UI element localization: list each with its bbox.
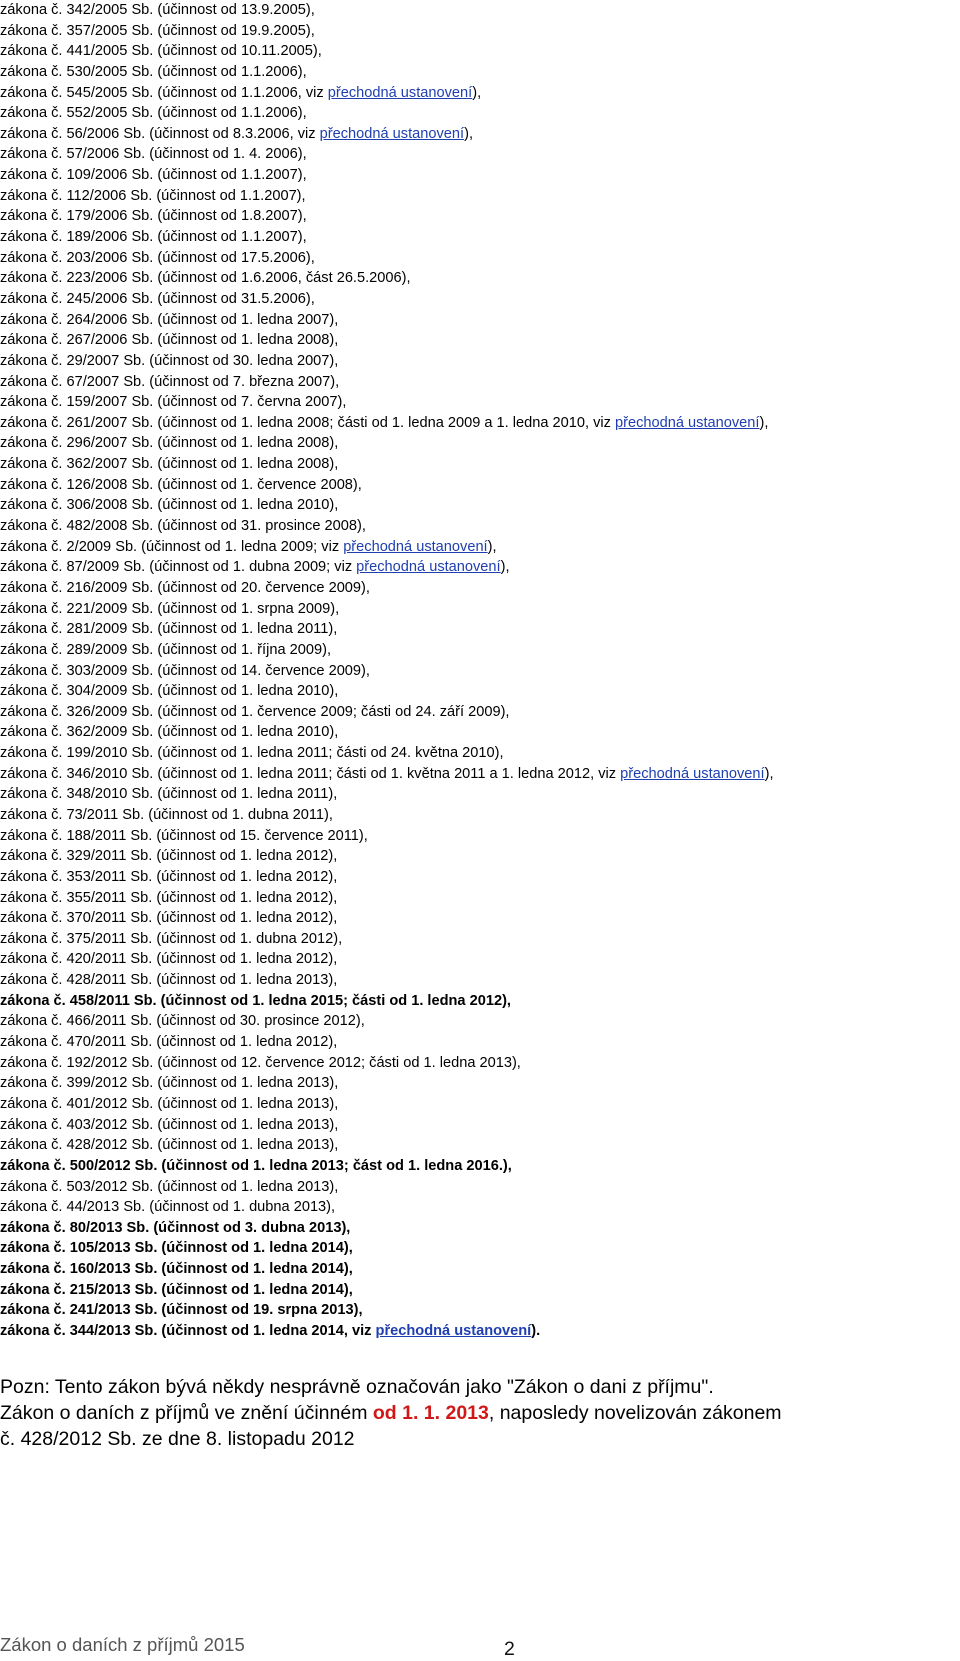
amendment-item bbox=[0, 1053, 774, 1074]
note-line-2-end: , naposledy novelizován zákonem bbox=[488, 1402, 782, 1424]
amendment-text: zákona č. 304/2009 Sb. (účinnost od 1. ledna 2010), bbox=[0, 683, 339, 700]
amendment-text: zákona č. 2/2009 Sb. (účinnost od 1. ledna 2009; viz bbox=[0, 538, 344, 555]
amendment-item bbox=[0, 599, 774, 620]
amendment-text: zákona č. 375/2011 Sb. (účinnost od 1. dubna 2012), bbox=[0, 930, 343, 947]
amendment-text: zákona č. 428/2011 Sb. (účinnost od 1. ledna 2013), bbox=[0, 972, 338, 989]
amendment-text: zákona č. 223/2006 Sb. (účinnost od 1.6.2006, část 26.5.2006), bbox=[0, 270, 411, 287]
amendment-item bbox=[0, 413, 774, 434]
amendment-text: zákona č. 215/2013 Sb. (účinnost od 1. ledna 2014), bbox=[0, 1281, 353, 1298]
note-block bbox=[0, 1374, 960, 1452]
transitional-provisions-link[interactable]: přechodná ustanovení bbox=[356, 559, 501, 576]
amendment-item bbox=[0, 475, 774, 496]
amendment-text: zákona č. 552/2005 Sb. (účinnost od 1.1.2006), bbox=[0, 105, 307, 122]
amendment-text: zákona č. 216/2009 Sb. (účinnost od 20. července 2009), bbox=[0, 579, 370, 596]
amendment-text: zákona č. 470/2011 Sb. (účinnost od 1. ledna 2012), bbox=[0, 1034, 338, 1051]
amendment-text: zákona č. 87/2009 Sb. (účinnost od 1. dubna 2009; viz bbox=[0, 559, 357, 576]
amendment-text: zákona č. 203/2006 Sb. (účinnost od 17.5.2006), bbox=[0, 249, 315, 266]
amendment-item bbox=[0, 1197, 774, 1218]
amendment-text: zákona č. 401/2012 Sb. (účinnost od 1. ledna 2013), bbox=[0, 1095, 339, 1112]
note-line-2 bbox=[0, 1400, 960, 1426]
amendment-text: zákona č. 530/2005 Sb. (účinnost od 1.1.2006), bbox=[0, 63, 307, 80]
effective-date-highlight: od 1. 1. 2013 bbox=[372, 1402, 489, 1424]
amendment-item bbox=[0, 392, 774, 413]
footer-title: Zákon o daních z příjmů 2015 bbox=[0, 1634, 245, 1655]
amendment-item bbox=[0, 1321, 774, 1342]
transitional-provisions-link[interactable]: přechodná ustanovení bbox=[319, 125, 465, 142]
amendment-text: zákona č. 362/2007 Sb. (účinnost od 1. ledna 2008), bbox=[0, 456, 339, 473]
amendment-text: zákona č. 44/2013 Sb. (účinnost od 1. dubna 2013), bbox=[0, 1199, 336, 1216]
amendment-text-end: ), bbox=[472, 84, 482, 101]
amendment-item bbox=[0, 62, 774, 83]
amendment-text: zákona č. 403/2012 Sb. (účinnost od 1. ledna 2013), bbox=[0, 1116, 339, 1133]
amendment-text: zákona č. 346/2010 Sb. (účinnost od 1. ledna 2011; části od 1. května 2011 a 1. ledna 2012, viz bbox=[0, 765, 621, 782]
amendment-item bbox=[0, 227, 774, 248]
amendment-text-end: ), bbox=[764, 765, 774, 782]
amendment-item bbox=[0, 784, 774, 805]
transitional-provisions-link[interactable]: přechodná ustanovení bbox=[620, 765, 765, 782]
amendment-text: zákona č. 348/2010 Sb. (účinnost od 1. ledna 2011), bbox=[0, 786, 338, 803]
amendment-item bbox=[0, 83, 774, 104]
amendment-item bbox=[0, 805, 774, 826]
amendment-item bbox=[0, 1177, 774, 1198]
amendment-item bbox=[0, 495, 774, 516]
amendment-text: zákona č. 56/2006 Sb. (účinnost od 8.3.2006, viz bbox=[0, 125, 320, 142]
amendment-item bbox=[0, 268, 774, 289]
amendment-text: zákona č. 545/2005 Sb. (účinnost od 1.1.2006, viz bbox=[0, 84, 328, 101]
amendment-text: zákona č. 57/2006 Sb. (účinnost od 1. 4. 2006), bbox=[0, 146, 307, 163]
amendment-item bbox=[0, 619, 774, 640]
amendment-text-end: ), bbox=[464, 125, 474, 142]
amendment-text: zákona č. 357/2005 Sb. (účinnost od 19.9.2005), bbox=[0, 22, 315, 39]
amendment-text: zákona č. 420/2011 Sb. (účinnost od 1. ledna 2012), bbox=[0, 951, 338, 968]
amendment-text: zákona č. 189/2006 Sb. (účinnost od 1.1.2007), bbox=[0, 229, 307, 246]
amendment-text: zákona č. 199/2010 Sb. (účinnost od 1. ledna 2011; části od 24. května 2010), bbox=[0, 745, 504, 762]
amendment-item bbox=[0, 433, 774, 454]
amendment-item bbox=[0, 372, 774, 393]
amendment-item bbox=[0, 1094, 774, 1115]
amendment-item bbox=[0, 1073, 774, 1094]
amendment-text: zákona č. 221/2009 Sb. (účinnost od 1. srpna 2009), bbox=[0, 600, 340, 617]
amendment-item bbox=[0, 991, 774, 1012]
amendment-text: zákona č. 109/2006 Sb. (účinnost od 1.1.2007), bbox=[0, 167, 307, 184]
amendment-item bbox=[0, 454, 774, 475]
amendment-text: zákona č. 466/2011 Sb. (účinnost od 30. prosince 2012), bbox=[0, 1013, 365, 1030]
note-line-3: č. 428/2012 Sb. ze dne 8. listopadu 2012 bbox=[0, 1428, 355, 1450]
amendment-text: zákona č. 399/2012 Sb. (účinnost od 1. ledna 2013), bbox=[0, 1075, 339, 1092]
amendment-item bbox=[0, 1011, 774, 1032]
amendment-item bbox=[0, 516, 774, 537]
amendment-text: zákona č. 342/2005 Sb. (účinnost od 13.9.2005), bbox=[0, 2, 315, 18]
amendment-text: zákona č. 159/2007 Sb. (účinnost od 7. června 2007), bbox=[0, 394, 347, 411]
amendment-text: zákona č. 355/2011 Sb. (účinnost od 1. ledna 2012), bbox=[0, 889, 338, 906]
amendment-item bbox=[0, 206, 774, 227]
amendment-item bbox=[0, 0, 774, 21]
amendment-item bbox=[0, 764, 774, 785]
amendment-item bbox=[0, 351, 774, 372]
amendment-text: zákona č. 73/2011 Sb. (účinnost od 1. dubna 2011), bbox=[0, 806, 333, 823]
amendment-text: zákona č. 503/2012 Sb. (účinnost od 1. ledna 2013), bbox=[0, 1178, 339, 1195]
amendment-text-end: ). bbox=[531, 1323, 541, 1339]
amendment-text: zákona č. 428/2012 Sb. (účinnost od 1. ledna 2013), bbox=[0, 1137, 339, 1154]
amendment-item bbox=[0, 144, 774, 165]
amendment-item bbox=[0, 165, 774, 186]
amendment-item bbox=[0, 557, 774, 578]
transitional-provisions-link[interactable]: přechodná ustanovení bbox=[615, 414, 760, 431]
amendment-text: zákona č. 458/2011 Sb. (účinnost od 1. ledna 2015; části od 1. ledna 2012), bbox=[0, 992, 511, 1009]
amendment-item bbox=[0, 41, 774, 62]
amendment-text: zákona č. 112/2006 Sb. (účinnost od 1.1.2007), bbox=[0, 187, 306, 204]
amendment-text: zákona č. 441/2005 Sb. (účinnost od 10.11.2005), bbox=[0, 43, 322, 60]
amendment-text: zákona č. 482/2008 Sb. (účinnost od 31. prosince 2008), bbox=[0, 518, 366, 535]
amendment-item bbox=[0, 289, 774, 310]
amendment-text: zákona č. 362/2009 Sb. (účinnost od 1. ledna 2010), bbox=[0, 724, 339, 741]
amendment-text: zákona č. 29/2007 Sb. (účinnost od 30. ledna 2007), bbox=[0, 352, 339, 369]
amendment-text: zákona č. 188/2011 Sb. (účinnost od 15. července 2011), bbox=[0, 827, 368, 844]
amendment-text: zákona č. 500/2012 Sb. (účinnost od 1. ledna 2013; část od 1. ledna 2016.), bbox=[0, 1157, 512, 1174]
amendment-text: zákona č. 160/2013 Sb. (účinnost od 1. ledna 2014), bbox=[0, 1261, 353, 1278]
amendment-item bbox=[0, 537, 774, 558]
amendment-text: zákona č. 126/2008 Sb. (účinnost od 1. července 2008), bbox=[0, 476, 362, 493]
amendment-item bbox=[0, 1115, 774, 1136]
amendment-item bbox=[0, 970, 774, 991]
amendment-text: zákona č. 289/2009 Sb. (účinnost od 1. října 2009), bbox=[0, 641, 332, 658]
amendment-item bbox=[0, 929, 774, 950]
amendment-text: zákona č. 67/2007 Sb. (účinnost od 7. března 2007), bbox=[0, 373, 340, 390]
amendment-text: zákona č. 105/2013 Sb. (účinnost od 1. ledna 2014), bbox=[0, 1240, 353, 1257]
amendment-text: zákona č. 192/2012 Sb. (účinnost od 12. července 2012; části od 1. ledna 2013), bbox=[0, 1054, 521, 1071]
amendment-item bbox=[0, 846, 774, 867]
amendment-text-end: ), bbox=[500, 559, 510, 576]
amendment-text: zákona č. 329/2011 Sb. (účinnost od 1. ledna 2012), bbox=[0, 848, 338, 865]
amendment-text: zákona č. 281/2009 Sb. (účinnost od 1. ledna 2011), bbox=[0, 621, 338, 638]
amendment-text: zákona č. 303/2009 Sb. (účinnost od 14. července 2009), bbox=[0, 662, 370, 679]
amendment-text: zákona č. 80/2013 Sb. (účinnost od 3. dubna 2013), bbox=[0, 1219, 351, 1236]
amendment-item bbox=[0, 1032, 774, 1053]
amendment-text: zákona č. 344/2013 Sb. (účinnost od 1. ledna 2014, viz bbox=[0, 1323, 376, 1339]
amendment-text: zákona č. 245/2006 Sb. (účinnost od 31.5.2006), bbox=[0, 290, 315, 307]
page-number: 2 bbox=[504, 1638, 515, 1660]
amendment-item bbox=[0, 1280, 774, 1301]
amendment-item bbox=[0, 826, 774, 847]
amendment-item bbox=[0, 640, 774, 661]
amendment-item bbox=[0, 1259, 774, 1280]
amendment-item bbox=[0, 1156, 774, 1177]
amendment-text: zákona č. 179/2006 Sb. (účinnost od 1.8.2007), bbox=[0, 208, 307, 225]
amendment-item bbox=[0, 743, 774, 764]
amendment-item bbox=[0, 103, 774, 124]
amendment-item bbox=[0, 949, 774, 970]
amendment-text: zákona č. 296/2007 Sb. (účinnost od 1. ledna 2008), bbox=[0, 435, 339, 452]
amendment-text: zákona č. 267/2006 Sb. (účinnost od 1. ledna 2008), bbox=[0, 332, 339, 349]
amendment-text-end: ), bbox=[487, 538, 497, 555]
amendment-item bbox=[0, 702, 774, 723]
amendment-item bbox=[0, 908, 774, 929]
amendment-text: zákona č. 241/2013 Sb. (účinnost od 19. srpna 2013), bbox=[0, 1302, 363, 1319]
amendment-item bbox=[0, 1135, 774, 1156]
amendment-text: zákona č. 264/2006 Sb. (účinnost od 1. ledna 2007), bbox=[0, 311, 339, 328]
amendment-item bbox=[0, 1300, 774, 1321]
amendment-item bbox=[0, 578, 774, 599]
amendment-text-end: ), bbox=[759, 414, 769, 431]
amendment-item bbox=[0, 248, 774, 269]
amendment-item bbox=[0, 310, 774, 331]
note-line-2-start: Zákon o daních z příjmů ve znění účinném bbox=[0, 1402, 373, 1424]
transitional-provisions-link[interactable]: přechodná ustanovení bbox=[343, 538, 488, 555]
amendment-item bbox=[0, 1218, 774, 1239]
amendment-text: zákona č. 353/2011 Sb. (účinnost od 1. ledna 2012), bbox=[0, 868, 338, 885]
amendment-item bbox=[0, 1238, 774, 1259]
amendment-item bbox=[0, 722, 774, 743]
amendment-item bbox=[0, 888, 774, 909]
amendment-text: zákona č. 306/2008 Sb. (účinnost od 1. ledna 2010), bbox=[0, 497, 339, 514]
amendment-text: zákona č. 370/2011 Sb. (účinnost od 1. ledna 2012), bbox=[0, 910, 338, 927]
amendment-item bbox=[0, 681, 774, 702]
amendment-item bbox=[0, 124, 774, 145]
amendment-item bbox=[0, 21, 774, 42]
amendment-text: zákona č. 261/2007 Sb. (účinnost od 1. ledna 2008; části od 1. ledna 2009 a 1. ledna 2010, viz bbox=[0, 414, 616, 431]
amendment-item bbox=[0, 330, 774, 351]
amendment-item bbox=[0, 661, 774, 682]
amendment-item bbox=[0, 186, 774, 207]
transitional-provisions-link[interactable]: přechodná ustanovení bbox=[375, 1323, 532, 1339]
transitional-provisions-link[interactable]: přechodná ustanovení bbox=[327, 84, 473, 101]
amendment-item bbox=[0, 867, 774, 888]
amendment-text: zákona č. 326/2009 Sb. (účinnost od 1. července 2009; části od 24. září 2009), bbox=[0, 703, 510, 720]
note-line-1: Pozn: Tento zákon bývá někdy nesprávně označován jako "Zákon o dani z příjmu". bbox=[0, 1376, 714, 1398]
